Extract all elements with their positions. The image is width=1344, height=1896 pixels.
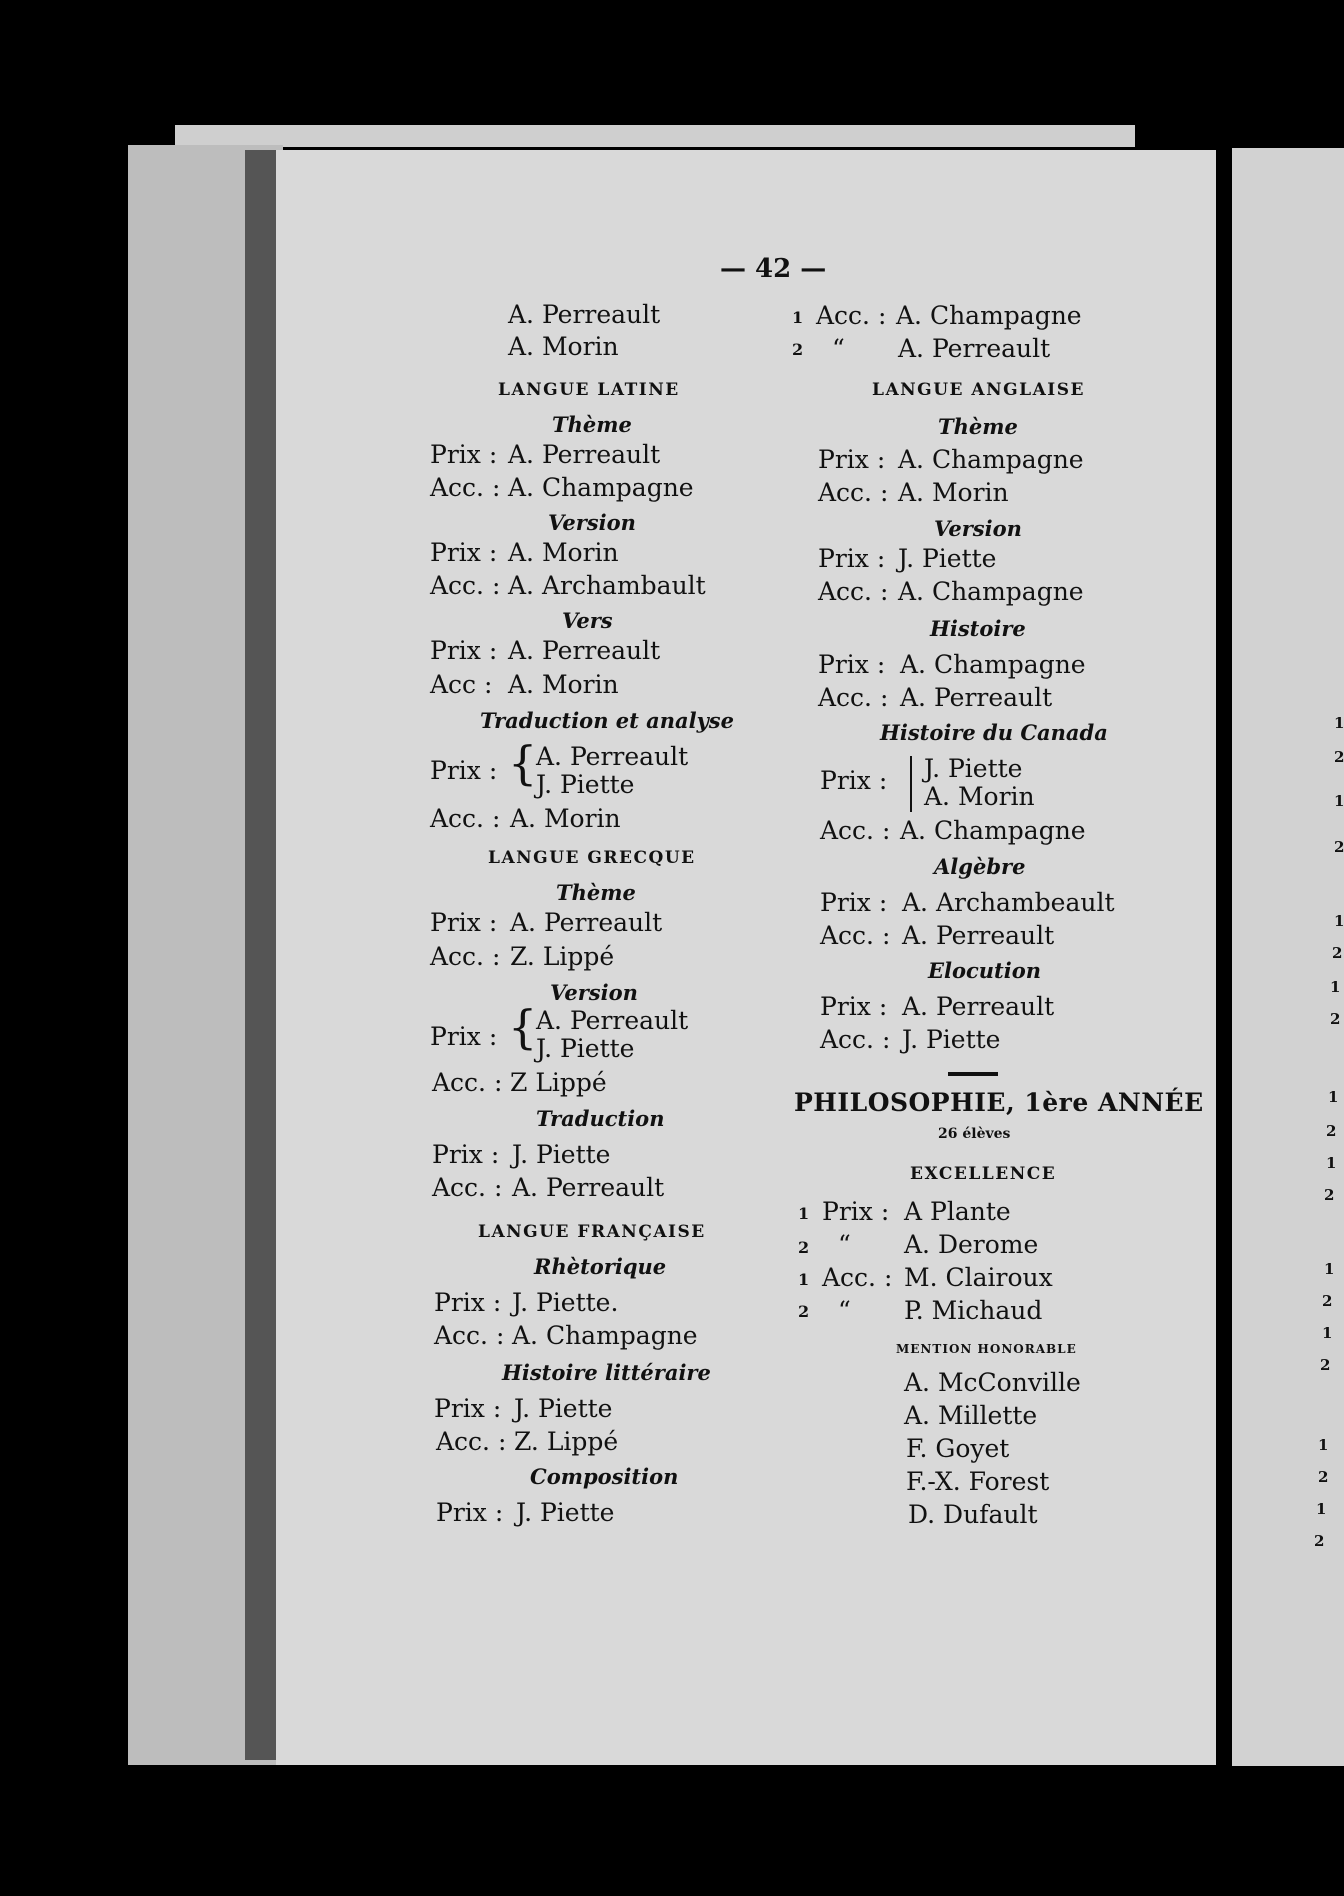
subheading: Thème — [556, 880, 636, 905]
margin-number: 1 — [1316, 1500, 1327, 1518]
name: J. Piette — [898, 544, 997, 573]
margin-number: 1 — [1328, 1088, 1339, 1106]
label: Acc. : — [430, 473, 501, 502]
margin-number: 2 — [1334, 748, 1344, 766]
bracket-bar — [910, 756, 912, 812]
name: A. Champagne — [898, 445, 1084, 474]
top-name: A. Perreault — [508, 300, 661, 329]
subheading: Histoire du Canada — [880, 720, 1108, 745]
label: Prix : — [818, 544, 886, 573]
label: Acc. : — [432, 1068, 503, 1097]
name: A. Archambault — [508, 571, 706, 600]
subheading: Vers — [562, 608, 613, 633]
label: Prix : — [430, 636, 498, 665]
mention-name: A. McConville — [904, 1368, 1081, 1397]
margin-number: 1 — [1324, 1260, 1335, 1278]
name: A. Morin — [510, 804, 621, 833]
student-count: 26 élèves — [938, 1126, 1011, 1142]
label: Prix : — [436, 1498, 504, 1527]
rank-number: 1 — [798, 1270, 810, 1289]
label: Prix : — [432, 1140, 500, 1169]
brace: { — [508, 736, 538, 790]
name: A. Perreault — [508, 636, 661, 665]
label: Prix : — [818, 650, 886, 679]
name: A. Morin — [508, 538, 619, 567]
page-top-edge — [175, 125, 1135, 147]
name: A Plante — [904, 1197, 1011, 1226]
label: Acc. : — [430, 571, 501, 600]
mention-name: F.-X. Forest — [906, 1467, 1050, 1496]
name: A. Morin — [508, 670, 619, 699]
section-heading-francaise: LANGUE FRANÇAISE — [478, 1222, 706, 1242]
name: J. Piette — [536, 1034, 635, 1063]
mention-name: D. Dufault — [908, 1500, 1038, 1529]
rank-number: 2 — [798, 1302, 810, 1321]
label: Prix : — [818, 445, 886, 474]
subheading: Version — [550, 980, 638, 1005]
label: Acc. : — [822, 1263, 893, 1292]
label: Prix : — [434, 1288, 502, 1317]
rank-number: 2 — [792, 340, 804, 359]
label: Acc. : — [820, 921, 891, 950]
name: Z Lippé — [510, 1068, 607, 1097]
label: Prix : — [430, 1022, 498, 1051]
margin-number: 2 — [1318, 1468, 1329, 1486]
mention-name: F. Goyet — [906, 1434, 1010, 1463]
ditto-mark: “ — [838, 1296, 851, 1325]
label: Acc. : — [432, 1173, 503, 1202]
subheading: Thème — [552, 412, 632, 437]
margin-number: 2 — [1332, 944, 1343, 962]
ditto-mark: “ — [832, 334, 845, 363]
subheading: Traduction et analyse — [480, 708, 734, 733]
subheading: Histoire littéraire — [502, 1360, 711, 1385]
next-page-edge — [1232, 148, 1344, 1766]
subheading: Version — [934, 516, 1022, 541]
label: Prix : — [820, 888, 888, 917]
subheading: Elocution — [928, 958, 1041, 983]
mention-name: A. Millette — [904, 1401, 1038, 1430]
name: A. Champagne — [900, 816, 1086, 845]
margin-number: 2 — [1320, 1356, 1331, 1374]
margin-number: 1 — [1334, 792, 1344, 810]
margin-number: 2 — [1324, 1186, 1335, 1204]
label: Acc. : — [818, 683, 889, 712]
subheading: Histoire — [930, 616, 1026, 641]
subheading: Rhètorique — [534, 1254, 667, 1279]
section-divider — [948, 1072, 998, 1076]
subheading: Composition — [530, 1464, 679, 1489]
margin-number: 2 — [1330, 1010, 1341, 1028]
ditto-mark: “ — [838, 1230, 851, 1259]
name: J. Piette. — [512, 1288, 619, 1317]
margin-number: 1 — [1334, 912, 1344, 930]
label: Acc. : — [820, 1025, 891, 1054]
mention-heading: MENTION HONORABLE — [896, 1342, 1077, 1356]
margin-number: 1 — [1322, 1324, 1333, 1342]
page-number: — 42 — — [720, 254, 827, 284]
binding-shadow — [245, 150, 277, 1760]
excellence-heading: EXCELLENCE — [910, 1164, 1057, 1184]
name: P. Michaud — [904, 1296, 1043, 1325]
name: A. Derome — [904, 1230, 1039, 1259]
name: Z. Lippé — [514, 1427, 619, 1456]
label: Prix : — [430, 908, 498, 937]
name: A. Perreault — [510, 908, 663, 937]
name: A. Champagne — [900, 650, 1086, 679]
label: Prix : — [820, 766, 888, 795]
label: Prix : — [430, 756, 498, 785]
label: Acc. : — [434, 1321, 505, 1350]
margin-number: 1 — [1326, 1154, 1337, 1172]
margin-number: 2 — [1326, 1122, 1337, 1140]
name: A. Morin — [924, 782, 1035, 811]
name: M. Clairoux — [904, 1263, 1053, 1292]
rank-number: 2 — [798, 1238, 810, 1257]
margin-number: 1 — [1334, 714, 1344, 732]
label: Acc. : — [818, 478, 889, 507]
name: A. Perreault — [512, 1173, 665, 1202]
label: Acc. : — [820, 816, 891, 845]
brace: { — [508, 1000, 538, 1054]
name: A. Champagne — [898, 577, 1084, 606]
label: Prix : — [434, 1394, 502, 1423]
subheading: Version — [548, 510, 636, 535]
name: A. Perreault — [536, 742, 689, 771]
rank-number: 1 — [798, 1204, 810, 1223]
name: A. Morin — [898, 478, 1009, 507]
margin-number: 2 — [1314, 1532, 1325, 1550]
subheading: Traduction — [536, 1106, 665, 1131]
label: Prix : — [430, 538, 498, 567]
name: A. Perreault — [902, 921, 1055, 950]
label: Prix : — [822, 1197, 890, 1226]
name: J. Piette — [514, 1394, 613, 1423]
section-heading-grecque: LANGUE GRECQUE — [488, 848, 696, 868]
label: Acc. : — [430, 804, 501, 833]
margin-number: 2 — [1334, 838, 1344, 856]
label: Prix : — [430, 440, 498, 469]
margin-number: 1 — [1330, 978, 1341, 996]
section-heading-anglaise: LANGUE ANGLAISE — [872, 380, 1085, 400]
section-heading-latin: LANGUE LATINE — [498, 380, 680, 400]
name: J. Piette — [536, 770, 635, 799]
name: A. Champagne — [508, 473, 694, 502]
margin-number: 2 — [1322, 1292, 1333, 1310]
margin-number: 1 — [1318, 1436, 1329, 1454]
philosophy-heading: PHILOSOPHIE, 1ère ANNÉE — [794, 1088, 1204, 1117]
name: A. Champagne — [512, 1321, 698, 1350]
label: Prix : — [820, 992, 888, 1021]
name: A. Archambeault — [902, 888, 1115, 917]
label: Acc. : — [818, 577, 889, 606]
name: A. Perreault — [900, 683, 1053, 712]
name: A. Perreault — [508, 440, 661, 469]
rank-number: 1 — [792, 308, 804, 327]
label: Acc. : — [430, 942, 501, 971]
subheading: Thème — [938, 414, 1018, 439]
name: A. Perreault — [898, 334, 1051, 363]
name: J. Piette — [924, 754, 1023, 783]
label: Acc. : — [436, 1427, 507, 1456]
label: Acc. : — [816, 301, 887, 330]
name: J. Piette — [516, 1498, 615, 1527]
subheading: Algèbre — [934, 854, 1026, 879]
name: J. Piette — [902, 1025, 1001, 1054]
name: J. Piette — [512, 1140, 611, 1169]
label: Acc : — [430, 670, 493, 699]
name: A. Champagne — [896, 301, 1082, 330]
name: Z. Lippé — [510, 942, 615, 971]
name: A. Perreault — [536, 1006, 689, 1035]
top-name: A. Morin — [508, 332, 619, 361]
name: A. Perreault — [902, 992, 1055, 1021]
